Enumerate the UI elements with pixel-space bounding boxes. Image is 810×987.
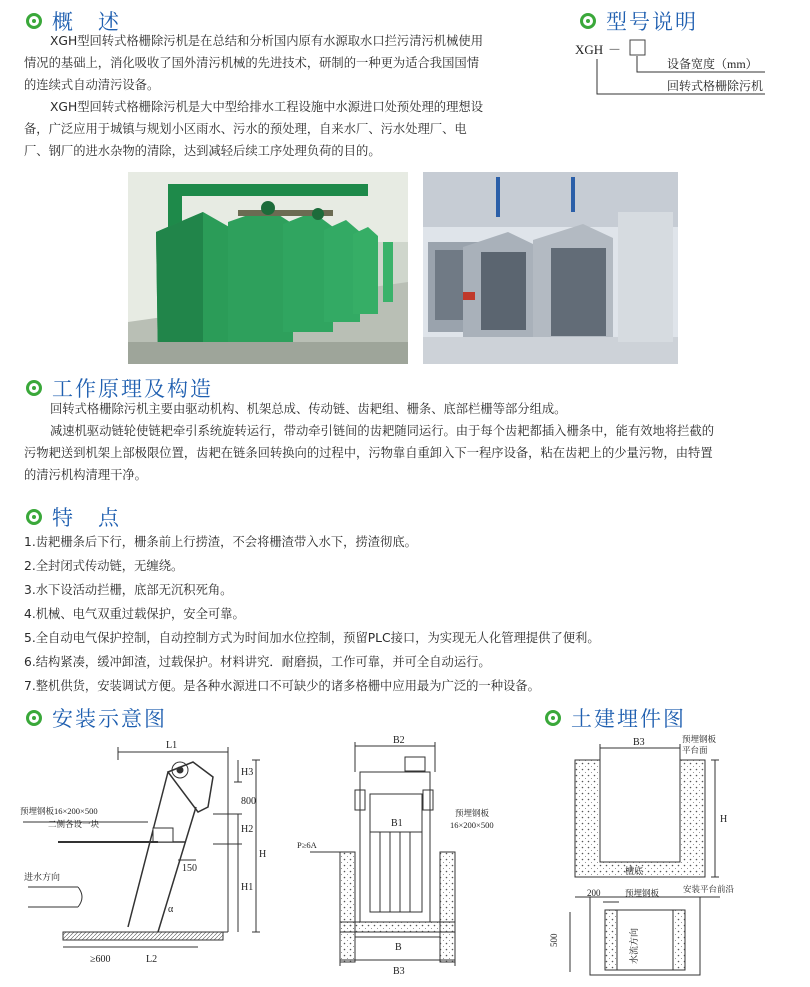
dim-H2: H2 — [241, 824, 254, 835]
feature-item: 7.整机供货，安装调试方便。是各种水源进口不可缺少的诸多格栅中应用最为广泛的一种设备。 — [24, 679, 540, 693]
inflow-label: 进水方向 — [24, 872, 61, 882]
stainless-screen-photo — [423, 172, 678, 364]
install-side-view-drawing — [18, 732, 288, 982]
dim-L1: L1 — [166, 740, 178, 751]
bullet-ring-icon — [26, 710, 42, 726]
dim-800: 800 — [241, 796, 256, 807]
civil-platform: 平台面 — [682, 745, 708, 755]
dim-B3: B3 — [393, 966, 405, 977]
dim-L2: L2 — [146, 954, 158, 965]
overview-line: XGH型回转式格栅除污机是在总结和分析国内原有水源取水口拦污清污机械使用 — [50, 34, 483, 48]
install-front-view-drawing — [295, 732, 525, 982]
plate-label-1: 预埋钢板16×200×500 — [20, 806, 98, 816]
civil-B3: B3 — [633, 737, 645, 748]
bullet-ring-icon — [26, 380, 42, 396]
section-model-title: 型号说明 — [580, 6, 698, 36]
dim-150: 150 — [182, 863, 197, 874]
plate-label-2: 预埋钢板 — [455, 808, 490, 818]
feature-item: 5.全自动电气保护控制，自动控制方式为时间加水位控制，预留PLC接口，为实现无人化管理提供了便利。 — [24, 631, 600, 645]
plate-label-2b: 16×200×500 — [450, 820, 494, 830]
model-dash: － — [608, 42, 622, 57]
dim-H3: H3 — [241, 767, 254, 778]
principle-line: 污物耙送到机架上部极限位置，齿耙在链条回转换向的过程中，污物靠自重卸入下一程序设备，粘在齿耙上的少量污物，由特置 — [24, 446, 713, 460]
dim-H: H — [259, 849, 267, 860]
dim-B: B — [395, 942, 402, 953]
green-screen-machine-image — [128, 172, 408, 364]
civil-plate2: 预埋钢板 — [625, 888, 660, 898]
section-civil-title: 土建埋件图 — [545, 703, 686, 733]
dim-B2: B2 — [393, 735, 405, 746]
phi-label: P≥6A — [297, 840, 317, 850]
section-principle-title: 工作原理及构造 — [26, 373, 213, 403]
overview-line: 备，广泛应用于城镇与规划小区雨水、污水的预处理，自来水厂、污水处理厂、电 — [24, 122, 467, 136]
model-width-label: 设备宽度（mm） — [667, 57, 758, 71]
feature-item: 6.结构紧凑，缓冲卸渣，过载保护。材料讲究．耐磨损，工作可靠，并可全自动运行。 — [24, 655, 491, 669]
overview-text — [24, 30, 544, 162]
overview-line: 的连续式自动清污设备。 — [24, 78, 160, 92]
dim-alpha: α — [168, 904, 174, 915]
feature-item: 1.齿耙栅条后下行，栅条前上行捞渣，不会将栅渣带入水下，捞渣彻底。 — [24, 535, 417, 549]
principle-text — [24, 398, 804, 486]
stainless-screen-machine-image — [423, 172, 678, 364]
model-code-diagram — [575, 34, 795, 104]
feature-item: 2.全封闭式传动链，无缠绕。 — [24, 559, 184, 573]
section-install-title: 安装示意图 — [26, 703, 167, 733]
model-name-label: 回转式格栅除污机 — [667, 79, 764, 93]
dim-600: ≥600 — [90, 954, 111, 965]
dim-B1: B1 — [391, 818, 403, 829]
civil-bottom: 槽底 — [625, 866, 644, 876]
feature-item: 4.机械、电气双重过载保护，安全可靠。 — [24, 607, 245, 621]
model-box — [630, 40, 645, 55]
model-code: XGH — [575, 42, 604, 57]
bullet-ring-icon — [545, 710, 561, 726]
civil-200: 200 — [587, 888, 601, 898]
civil-embedded-drawing — [545, 732, 795, 982]
civil-H: H — [720, 814, 728, 825]
principle-line: 的清污机构清理干净。 — [24, 468, 147, 482]
overview-line: XGH型回转式格栅除污机是大中型给排水工程设施中水源进口处预处理的理想设 — [50, 100, 483, 114]
section-overview-title: 概 述 — [26, 6, 121, 36]
feature-item: 3.水下设活动拦栅，底部无沉积死角。 — [24, 583, 233, 597]
bullet-ring-icon — [26, 509, 42, 525]
principle-line: 减速机驱动链轮使链耙牵引系统旋转运行，带动牵引链间的齿耙随同运行。由于每个齿耙都插入栅条中，能有效地将拦截的 — [50, 424, 715, 438]
overview-line: 厂、钢厂的进水杂物的清除，达到减轻后续工序处理负荷的目的。 — [24, 144, 381, 158]
bullet-ring-icon — [580, 13, 596, 29]
section-features-title: 特 点 — [26, 502, 121, 532]
plate-label-1b: 二侧各设一块 — [48, 819, 100, 829]
civil-flow: 水流方向 — [629, 927, 639, 964]
bullet-ring-icon — [26, 13, 42, 29]
overview-line: 情况的基础上，消化吸收了国外清污机械的先进技术，研制的一种更为适合我国国情 — [24, 56, 479, 70]
civil-500: 500 — [549, 933, 559, 947]
civil-front: 安装平台前沿 — [683, 884, 735, 894]
dim-H1: H1 — [241, 882, 254, 893]
green-screen-photo — [128, 172, 408, 364]
principle-line: 回转式格栅除污机主要由驱动机构、机架总成、传动链、齿耙组、栅条、底部栏栅等部分组成。 — [50, 402, 567, 416]
civil-plate: 预埋钢板 — [682, 734, 717, 744]
